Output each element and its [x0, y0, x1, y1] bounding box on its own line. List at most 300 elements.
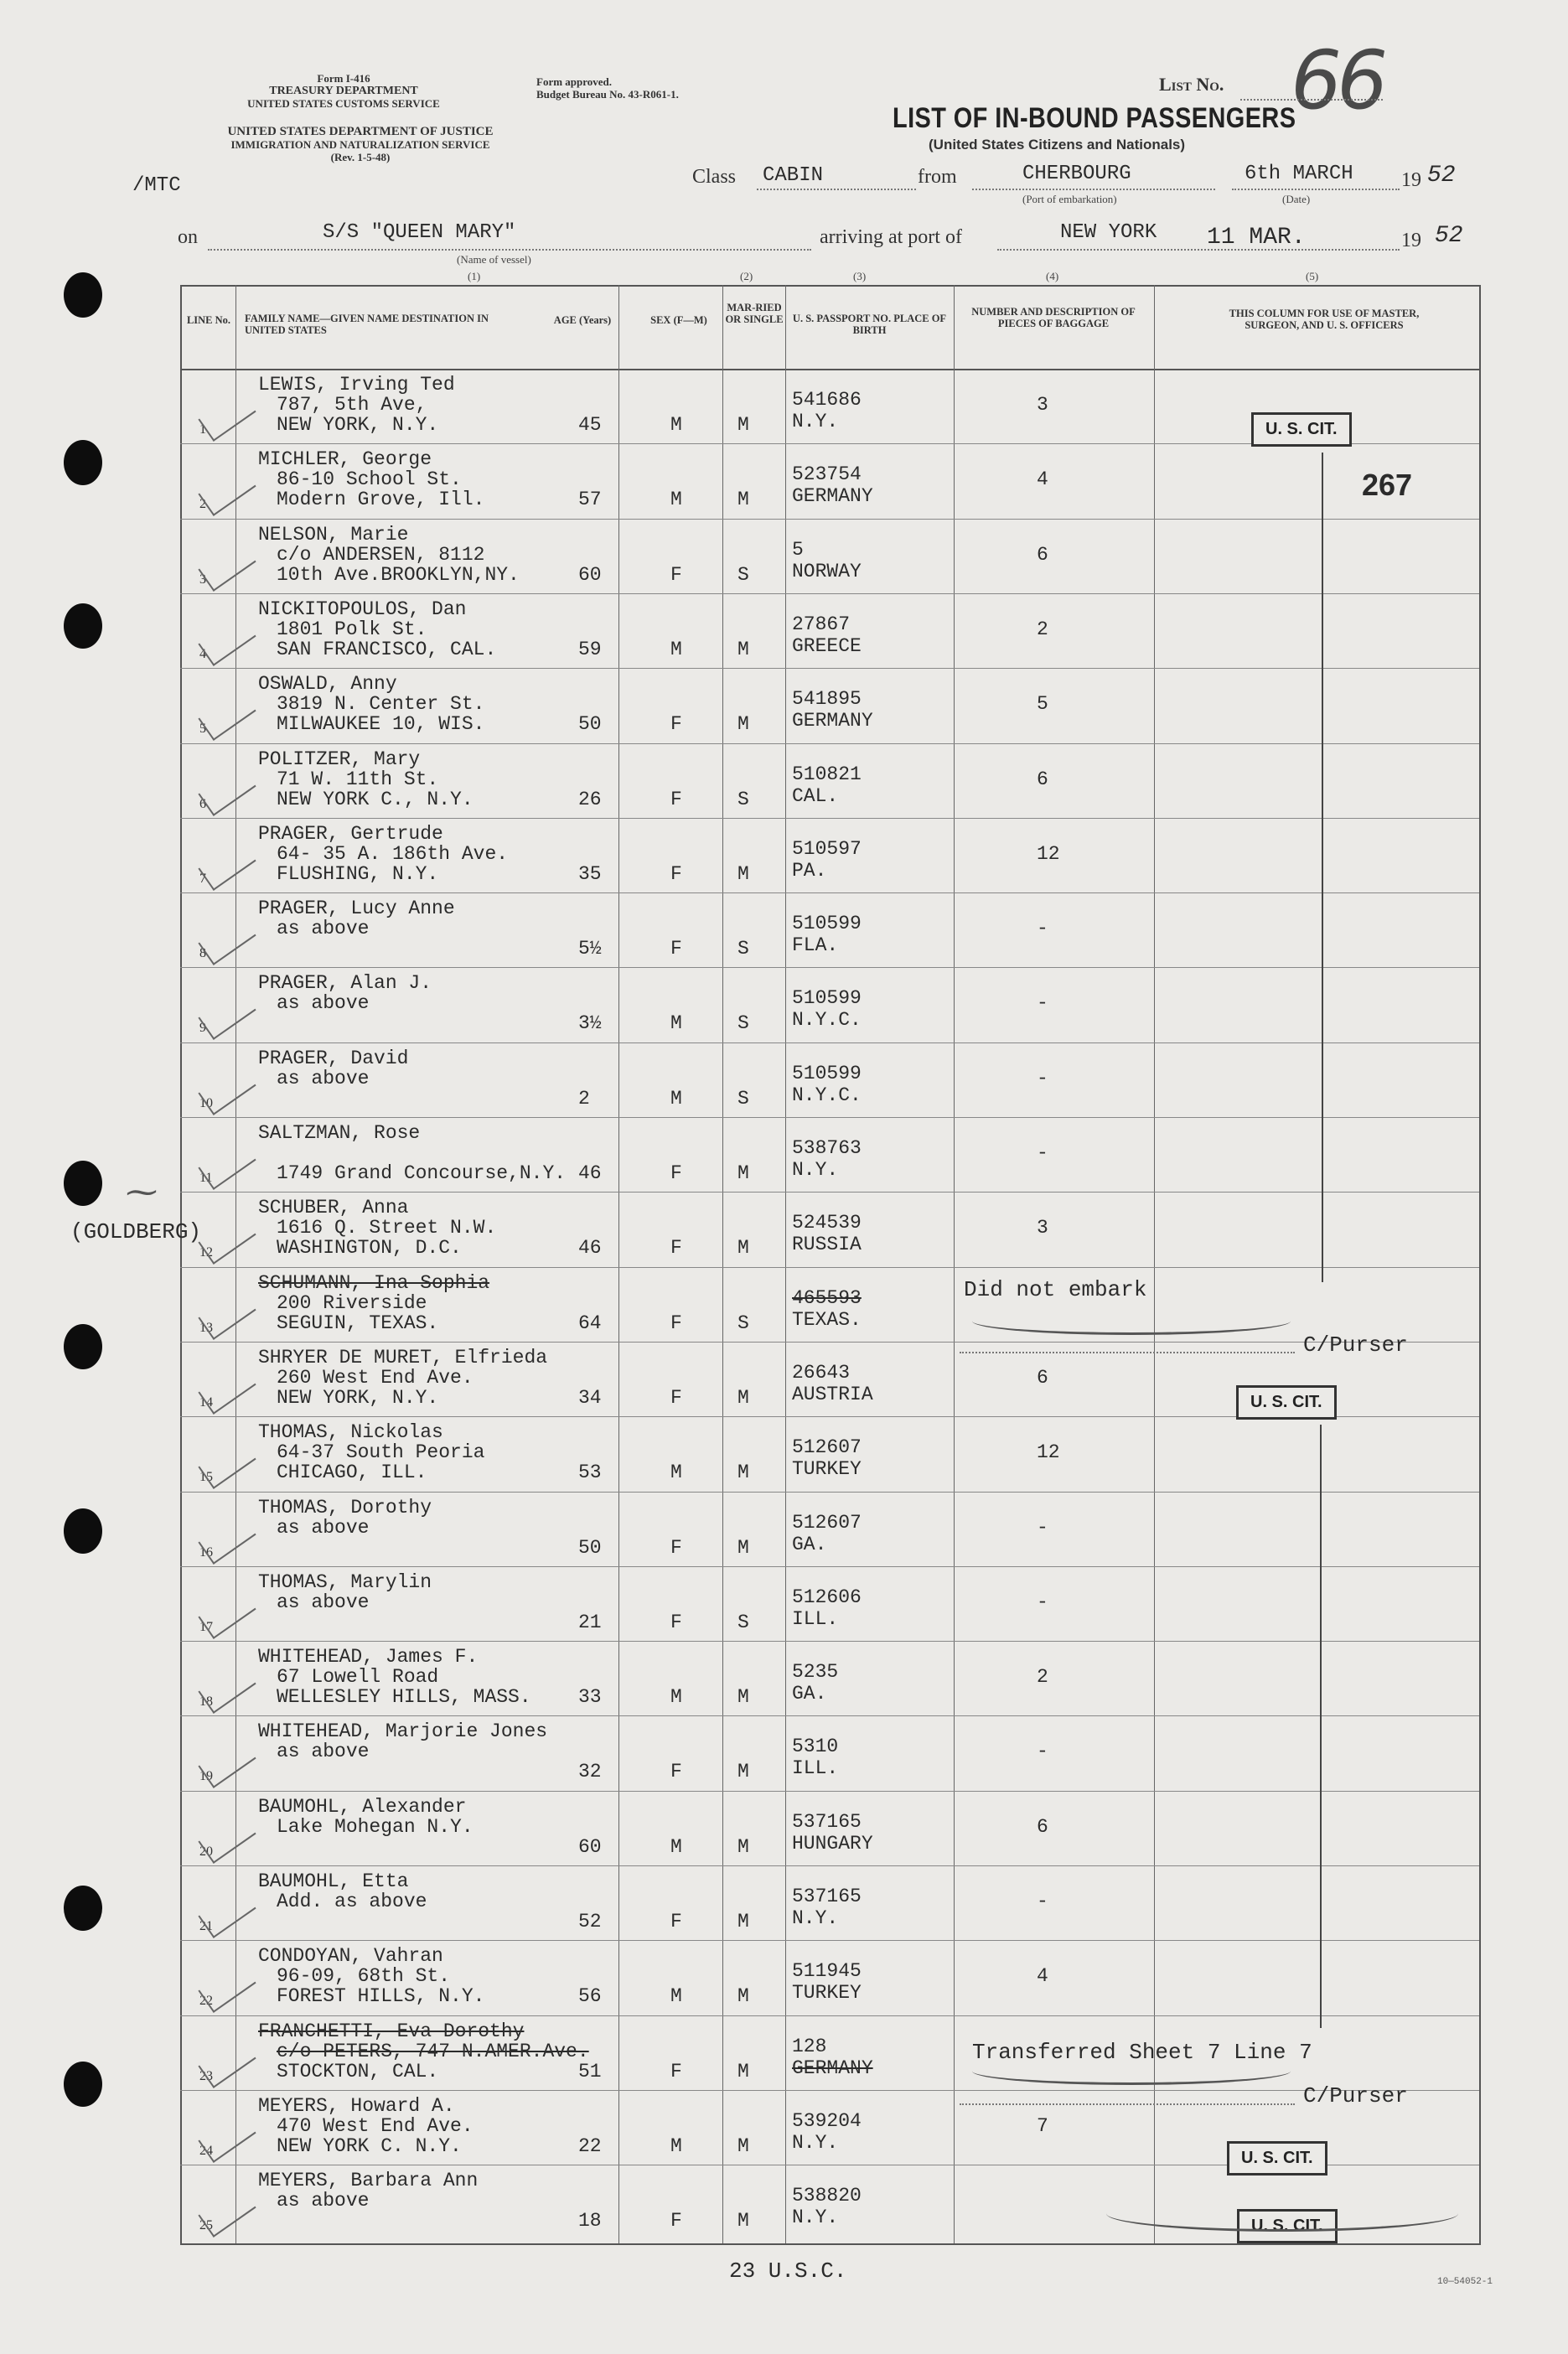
address-line-1: 470 West End Ave. — [277, 2114, 474, 2137]
strike-scribble: ⁓ — [126, 1173, 158, 1210]
transferred-note: Transferred Sheet 7 Line 7 — [972, 2040, 1312, 2065]
place-of-birth: ILL. — [792, 1757, 839, 1780]
place-of-birth: N.Y. — [792, 2131, 839, 2154]
place-of-birth: GERMANY — [792, 2057, 873, 2079]
year-prefix: 19 — [1401, 169, 1421, 191]
place-of-birth: N.Y. — [792, 2207, 839, 2229]
sex: M — [670, 489, 682, 511]
marital-status: M — [737, 1911, 749, 1932]
sex: M — [670, 1462, 682, 1484]
address-line-1: Add. as above — [277, 1891, 427, 1912]
class-label: Class — [692, 166, 737, 188]
passenger-name: SHRYER DE MURET, Elfrieda — [258, 1346, 548, 1368]
address-line-1: as above — [277, 2190, 370, 2212]
marital-status: M — [737, 1536, 749, 1559]
line-number: 8 — [199, 946, 206, 961]
binder-hole — [64, 272, 102, 318]
address-line-2: NEW YORK C., N.Y. — [277, 788, 474, 810]
passport-number: 27867 — [792, 613, 851, 635]
line-number: 7 — [199, 871, 206, 886]
marital-status: M — [737, 1237, 749, 1260]
arrival-year-prefix: 19 — [1401, 230, 1421, 251]
place-of-birth: N.Y. — [792, 1159, 839, 1181]
baggage-count: 12 — [1037, 842, 1060, 865]
col-head-baggage: NUMBER AND DESCRIPTION OF PIECES OF BAGGAGE — [971, 306, 1136, 329]
passenger-name: THOMAS, Nickolas — [258, 1421, 443, 1444]
page-title: LIST OF IN-BOUND PASSENGERS — [893, 102, 1296, 134]
line-number: 13 — [199, 1320, 213, 1335]
age: 60 — [578, 563, 602, 586]
baggage-count: 2 — [1037, 1666, 1048, 1689]
arrival-year: 52 — [1435, 223, 1463, 249]
line-number: 22 — [199, 1994, 213, 2009]
marital-status: S — [737, 938, 749, 960]
passenger-name: MICHLER, George — [258, 448, 432, 471]
marital-status: M — [737, 489, 749, 511]
baggage-count: - — [1037, 1067, 1048, 1089]
marital-status: M — [737, 1761, 749, 1783]
marital-status: M — [737, 862, 749, 885]
place-of-birth: GA. — [792, 1533, 827, 1555]
passport-number: 510597 — [792, 837, 862, 860]
age: 22 — [578, 2134, 602, 2157]
passenger-name: NICKITOPOULOS, Dan — [258, 598, 467, 620]
age: 46 — [578, 1237, 602, 1260]
address-line-1: Lake Mohegan N.Y. — [277, 1815, 474, 1838]
passport-number: 510599 — [792, 1062, 862, 1084]
passenger-name: FRANCHETTI, Eva Dorothy — [258, 2020, 525, 2042]
col-number-4: (4) — [1046, 270, 1059, 282]
passport-number: 538820 — [792, 2185, 862, 2207]
age: 53 — [578, 1462, 602, 1484]
baggage-count: 3 — [1037, 1217, 1048, 1239]
passport-number: 128 — [792, 2035, 827, 2057]
embark-date: 6th MARCH — [1245, 163, 1353, 185]
address-line-2: CHICAGO, ILL. — [277, 1462, 427, 1484]
binder-hole — [64, 440, 102, 485]
passenger-name: PRAGER, Gertrude — [258, 822, 443, 845]
passenger-name: PRAGER, David — [258, 1047, 409, 1069]
col-head-sex: SEX (F—M) — [650, 314, 707, 326]
count-267: 267 — [1362, 468, 1413, 502]
age: 18 — [578, 2210, 602, 2232]
line-number: 12 — [199, 1245, 213, 1260]
baggage-count: 6 — [1037, 768, 1048, 790]
us-citizen-stamp: U. S. CIT. — [1236, 1385, 1337, 1420]
col-head-married: MAR-RIED OR SINGLE — [725, 302, 784, 325]
passport-number: 5 — [792, 538, 804, 561]
line-number: 5 — [199, 722, 206, 737]
line-number: 24 — [199, 2143, 213, 2158]
place-of-birth: GREECE — [792, 634, 862, 657]
baggage-count: 6 — [1037, 1815, 1048, 1838]
arrival-date: 11 MAR. — [1207, 225, 1306, 251]
purser-2: C/Purser — [1303, 2083, 1408, 2108]
age: 35 — [578, 862, 602, 885]
address-line-1: as above — [277, 1067, 370, 1089]
ins-title: IMMIGRATION AND NATURALIZATION SERVICE — [230, 138, 490, 151]
line-number: 9 — [199, 1021, 206, 1036]
passport-number: 512607 — [792, 1511, 862, 1534]
sex: M — [670, 1087, 682, 1110]
baggage-count: - — [1037, 1516, 1048, 1539]
col-number-5: (5) — [1306, 270, 1319, 282]
col-head-officers: THIS COLUMN FOR USE OF MASTER, SURGEON, AND U. S. OFFICERS — [1229, 308, 1420, 331]
sex: M — [670, 1012, 682, 1035]
baggage-count: 5 — [1037, 693, 1048, 716]
marital-status: S — [737, 1611, 749, 1633]
sex: M — [670, 2134, 682, 2157]
footer-count: 23 U.S.C. — [729, 2258, 847, 2284]
line-number: 4 — [199, 646, 206, 661]
line-number: 25 — [199, 2218, 213, 2233]
age: 26 — [578, 788, 602, 810]
col-number-1: (1) — [468, 270, 481, 282]
page-subtitle: (United States Citizens and Nationals) — [929, 137, 1186, 153]
sex: M — [670, 1835, 682, 1858]
passport-number: 510599 — [792, 987, 862, 1010]
us-citizen-stamp: U. S. CIT. — [1251, 412, 1352, 447]
age: 34 — [578, 1386, 602, 1409]
address-line-1: as above — [277, 1591, 370, 1613]
col-head-line: LINE No. — [186, 314, 231, 326]
sex: M — [670, 414, 682, 436]
address-line-2: SAN FRANCISCO, CAL. — [277, 638, 497, 660]
line-number: 17 — [199, 1619, 213, 1634]
on-label: on — [178, 226, 198, 248]
passenger-name: LEWIS, Irving Ted — [258, 374, 455, 396]
mtc-mark: /MTC — [132, 174, 181, 197]
sex: F — [670, 1386, 682, 1409]
passport-number: 510821 — [792, 763, 862, 785]
baggage-count: - — [1037, 1891, 1048, 1912]
sex: M — [670, 638, 682, 660]
passport-number: 510599 — [792, 913, 862, 935]
date-caption: (Date) — [1282, 193, 1311, 205]
age: 45 — [578, 414, 602, 436]
address-line-2: WELLESLEY HILLS, MASS. — [277, 1686, 531, 1709]
address-line-1: as above — [277, 918, 370, 940]
passenger-name: PRAGER, Lucy Anne — [258, 898, 455, 920]
passenger-name: WHITEHEAD, Marjorie Jones — [258, 1720, 548, 1743]
address-line-1: as above — [277, 1741, 370, 1763]
goldberg-note: (GOLDBERG) — [70, 1219, 202, 1244]
age: 5½ — [578, 938, 602, 960]
binder-hole — [64, 1161, 102, 1206]
officer-signature — [1106, 2196, 1458, 2232]
marital-status: M — [737, 1162, 749, 1184]
passport-number: 511945 — [792, 1960, 862, 1983]
vessel-caption: (Name of vessel) — [457, 253, 531, 266]
approval-block — [536, 75, 771, 101]
place-of-birth: TEXAS. — [792, 1308, 862, 1331]
baggage-count: 4 — [1037, 468, 1048, 491]
place-of-birth: TURKEY — [792, 1982, 862, 2005]
address-line-1: 787, 5th Ave, — [277, 394, 427, 416]
age: 50 — [578, 713, 602, 736]
address-line-1: c/o PETERS, 747 N.AMER.Ave. — [277, 2040, 589, 2062]
line-number: 2 — [199, 497, 206, 512]
address-line-2: FLUSHING, N.Y. — [277, 862, 439, 885]
address-line-2: STOCKTON, CAL. — [277, 2060, 439, 2082]
baggage-count: 6 — [1037, 543, 1048, 566]
sex: F — [670, 1761, 682, 1783]
purser-1: C/Purser — [1303, 1332, 1408, 1358]
sex: F — [670, 1162, 682, 1184]
line-number: 10 — [199, 1095, 213, 1110]
sex: F — [670, 862, 682, 885]
arrival-port: NEW YORK — [1060, 221, 1157, 244]
list-no-label: List No. — [1159, 74, 1224, 95]
age: 46 — [578, 1162, 602, 1184]
marital-status: M — [737, 713, 749, 736]
address-line-1: c/o ANDERSEN, 8112 — [277, 543, 485, 566]
marital-status: S — [737, 1012, 749, 1035]
col-head-age: AGE (Years) — [553, 314, 612, 326]
customs-service: UNITED STATES CUSTOMS SERVICE — [247, 97, 440, 110]
address-line-2: 1749 Grand Concourse,N.Y. — [277, 1162, 567, 1184]
address-line-2: WASHINGTON, D.C. — [277, 1237, 462, 1260]
passenger-name: WHITEHEAD, James F. — [258, 1646, 479, 1668]
passport-number: 541686 — [792, 389, 862, 411]
address-line-1: 71 W. 11th St. — [277, 768, 439, 790]
purser-signature — [972, 1307, 1291, 1335]
passenger-name: OSWALD, Anny — [258, 673, 397, 696]
age: 32 — [578, 1761, 602, 1783]
baggage-count: - — [1037, 918, 1048, 940]
form-approved: Form approved. — [536, 75, 613, 88]
doj-title: UNITED STATES DEPARTMENT OF JUSTICE — [227, 125, 494, 138]
marital-status: M — [737, 2060, 749, 2082]
passport-number: 5310 — [792, 1736, 839, 1758]
place-of-birth: GA. — [792, 1683, 827, 1705]
address-line-2: NEW YORK C. N.Y. — [277, 2134, 462, 2157]
sex: F — [670, 713, 682, 736]
line-number: 16 — [199, 1544, 213, 1560]
address-line-1: 67 Lowell Road — [277, 1666, 439, 1689]
address-line-2: Modern Grove, Ill. — [277, 489, 485, 511]
address-line-2: SEGUIN, TEXAS. — [277, 1312, 439, 1334]
passport-number: 537165 — [792, 1886, 862, 1907]
passport-number: 539204 — [792, 2109, 862, 2132]
baggage-count: 2 — [1037, 618, 1048, 640]
place-of-birth: ILL. — [792, 1607, 839, 1630]
year-value: 52 — [1427, 163, 1456, 189]
place-of-birth: N.Y.C. — [792, 1009, 862, 1032]
marital-status: M — [737, 2134, 749, 2157]
sex: F — [670, 563, 682, 586]
line-number: 6 — [199, 796, 206, 811]
line-number: 14 — [199, 1394, 213, 1410]
address-line-2: NEW YORK, N.Y. — [277, 1386, 439, 1409]
place-of-birth: NORWAY — [792, 560, 862, 582]
place-of-birth: GERMANY — [792, 485, 873, 508]
baggage-count: 12 — [1037, 1441, 1060, 1464]
age: 51 — [578, 2060, 602, 2082]
marital-status: M — [737, 638, 749, 660]
place-of-birth: N.Y. — [792, 411, 839, 432]
address-line-1: 1616 Q. Street N.W. — [277, 1217, 497, 1239]
baggage-count: 6 — [1037, 1366, 1048, 1389]
line-number: 19 — [199, 1769, 213, 1784]
binder-hole — [64, 603, 102, 649]
age: 56 — [578, 1985, 602, 2008]
age: 33 — [578, 1686, 602, 1709]
place-of-birth: FLA. — [792, 934, 839, 957]
passenger-name: MEYERS, Barbara Ann — [258, 2170, 479, 2192]
baggage-count: - — [1037, 1741, 1048, 1763]
line-number: 3 — [199, 572, 206, 587]
passport-number: 512606 — [792, 1586, 862, 1608]
marital-status: S — [737, 1087, 749, 1110]
place-of-birth: TURKEY — [792, 1458, 862, 1481]
marital-status: M — [737, 1985, 749, 2008]
rev-date: (Rev. 1-5-48) — [330, 151, 391, 163]
list-no-value: 66 — [1291, 34, 1384, 127]
address-line-1: as above — [277, 992, 370, 1015]
baggage-count: - — [1037, 1591, 1048, 1613]
age: 57 — [578, 489, 602, 511]
passenger-name: MEYERS, Howard A. — [258, 2094, 455, 2117]
address-line-1: as above — [277, 1516, 370, 1539]
passport-number: 512607 — [792, 1436, 862, 1459]
line-number: 11 — [199, 1171, 213, 1185]
sex: M — [670, 1985, 682, 2008]
class-value: CABIN — [763, 164, 824, 187]
place-of-birth: HUNGARY — [792, 1832, 873, 1855]
col-number-3: (3) — [853, 270, 867, 282]
sex: F — [670, 1911, 682, 1932]
treasury-dept: TREASURY DEPARTMENT — [269, 85, 418, 97]
place-of-birth: AUSTRIA — [792, 1383, 873, 1405]
age: 3½ — [578, 1012, 602, 1035]
marital-status: M — [737, 1686, 749, 1709]
address-line-1: 1801 Polk St. — [277, 618, 427, 640]
place-of-birth: CAL. — [792, 784, 839, 807]
baggage-count: - — [1037, 1142, 1048, 1164]
age: 50 — [578, 1536, 602, 1559]
col-number-2: (2) — [740, 270, 753, 282]
line-number: 18 — [199, 1694, 213, 1710]
address-line-1: 64-37 South Peoria — [277, 1441, 485, 1464]
did-not-embark: Did not embark — [964, 1277, 1147, 1302]
passport-number: 537165 — [792, 1810, 862, 1833]
passport-number: 5235 — [792, 1661, 839, 1684]
sex: F — [670, 1237, 682, 1260]
marital-status: S — [737, 788, 749, 810]
place-of-birth: N.Y. — [792, 1907, 839, 1929]
address-line-2: MILWAUKEE 10, WIS. — [277, 713, 485, 736]
binder-hole — [64, 1508, 102, 1554]
age: 2 — [578, 1087, 590, 1110]
address-line-1: 86-10 School St. — [277, 468, 462, 491]
sex: M — [670, 1686, 682, 1709]
marital-status: M — [737, 1462, 749, 1484]
marital-status: M — [737, 1835, 749, 1858]
embark-port-caption: (Port of embarkation) — [1022, 193, 1117, 205]
line-number: 15 — [199, 1470, 213, 1485]
passenger-name: SCHUMANN, Ina Sophia — [258, 1271, 490, 1294]
age: 52 — [578, 1911, 602, 1932]
passport-number: 26643 — [792, 1361, 851, 1384]
passport-number: 524539 — [792, 1212, 862, 1234]
passenger-name: NELSON, Marie — [258, 523, 409, 546]
from-label: from — [918, 166, 957, 188]
passport-number: 523754 — [792, 463, 862, 486]
age: 21 — [578, 1611, 602, 1633]
passport-number: 538763 — [792, 1137, 862, 1159]
sex: F — [670, 1312, 682, 1334]
address-line-1: 64- 35 A. 186th Ave. — [277, 842, 509, 865]
sex: F — [670, 2210, 682, 2232]
address-line-2: NEW YORK, N.Y. — [277, 414, 439, 436]
passenger-name: PRAGER, Alan J. — [258, 972, 432, 995]
baggage-count: - — [1037, 992, 1048, 1015]
form-id-block — [239, 72, 448, 110]
age: 64 — [578, 1312, 602, 1334]
address-line-2: FOREST HILLS, N.Y. — [277, 1985, 485, 2008]
passenger-name: BAUMOHL, Etta — [258, 1870, 409, 1892]
line-number: 23 — [199, 2068, 213, 2083]
embark-port: CHERBOURG — [1022, 163, 1131, 185]
baggage-count: 4 — [1037, 1965, 1048, 1988]
place-of-birth: GERMANY — [792, 710, 873, 732]
sex: F — [670, 2060, 682, 2082]
passenger-name: CONDOYAN, Vahran — [258, 1945, 443, 1968]
address-line-1: 200 Riverside — [277, 1291, 427, 1314]
passport-number: 541895 — [792, 688, 862, 711]
col-head-passport: U. S. PASSPORT NO. PLACE OF BIRTH — [792, 313, 947, 336]
sex: F — [670, 1611, 682, 1633]
place-of-birth: N.Y.C. — [792, 1084, 862, 1106]
form-number: Form I-416 — [317, 72, 370, 85]
binder-hole — [64, 1324, 102, 1369]
marital-status: S — [737, 1312, 749, 1334]
line-number: 21 — [199, 1919, 213, 1933]
address-line-1: 3819 N. Center St. — [277, 693, 485, 716]
address-line-1: 260 West End Ave. — [277, 1366, 474, 1389]
marital-status: S — [737, 563, 749, 586]
passenger-name: SCHUBER, Anna — [258, 1197, 409, 1219]
vessel-name: S/S "QUEEN MARY" — [323, 221, 516, 244]
age: 59 — [578, 638, 602, 660]
us-citizen-stamp: U. S. CIT. — [1227, 2141, 1327, 2176]
col-head-name: FAMILY NAME—GIVEN NAME DESTINATION IN UNITED STATES — [245, 313, 489, 336]
passenger-name: BAUMOHL, Alexander — [258, 1795, 467, 1818]
baggage-count: 3 — [1037, 394, 1048, 416]
passenger-name: THOMAS, Dorothy — [258, 1496, 432, 1518]
binder-hole — [64, 1886, 102, 1931]
place-of-birth: RUSSIA — [792, 1234, 862, 1256]
us-citizen-stamp: U. S. CIT. — [1237, 2209, 1338, 2243]
passenger-name: POLITZER, Mary — [258, 748, 421, 770]
sex: F — [670, 788, 682, 810]
sex: F — [670, 938, 682, 960]
marital-status: M — [737, 2210, 749, 2232]
place-of-birth: PA. — [792, 859, 827, 882]
passenger-name: THOMAS, Marylin — [258, 1570, 432, 1593]
address-line-2: 10th Ave.BROOKLYN,NY. — [277, 563, 520, 586]
baggage-count: 7 — [1037, 2114, 1048, 2137]
line-number: 20 — [199, 1844, 213, 1859]
form-code: 10—54052-1 — [1437, 2277, 1493, 2287]
budget-bureau: Budget Bureau No. 43-R061-1. — [536, 88, 679, 101]
line-number: 1 — [199, 422, 206, 437]
passport-number: 465593 — [792, 1286, 862, 1309]
sex: F — [670, 1536, 682, 1559]
age: 60 — [578, 1835, 602, 1858]
passenger-name: SALTZMAN, Rose — [258, 1122, 421, 1144]
